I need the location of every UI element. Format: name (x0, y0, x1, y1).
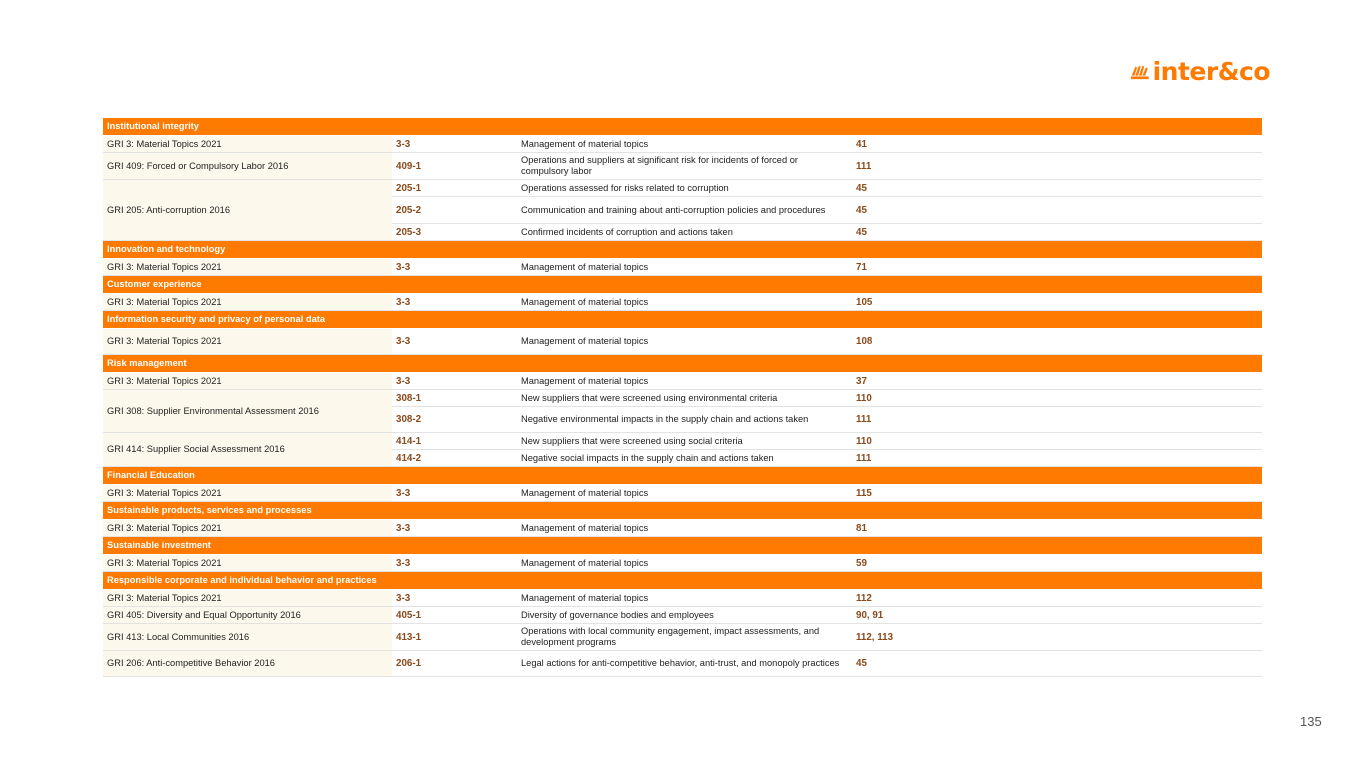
page-reference-cell: 110 (852, 390, 962, 407)
gri-standard-cell: GRI 206: Anti-competitive Behavior 2016 (103, 651, 392, 677)
section-title: Sustainable investment (103, 537, 1262, 555)
section-header-row (103, 537, 1262, 555)
page-reference-cell: 81 (852, 520, 962, 537)
disclosure-cell: 205-1 (392, 180, 517, 197)
spacer-cell (962, 180, 1262, 197)
page-reference-cell: 111 (852, 407, 962, 433)
page-number: 135 (1300, 714, 1322, 729)
gri-standard-cell: GRI 405: Diversity and Equal Opportunity 2016 (103, 607, 392, 624)
page-reference-cell: 37 (852, 373, 962, 390)
gri-standard-cell: GRI 413: Local Communities 2016 (103, 624, 392, 651)
gri-standard-cell: GRI 3: Material Topics 2021 (103, 485, 392, 502)
spacer-cell (962, 136, 1262, 153)
disclosure-cell: 205-3 (392, 224, 517, 241)
spacer-cell (962, 390, 1262, 407)
gri-standard-cell: GRI 3: Material Topics 2021 (103, 136, 392, 153)
description-cell: Management of material topics (517, 259, 852, 276)
gri-standard-cell: GRI 3: Material Topics 2021 (103, 373, 392, 390)
table-row (103, 485, 1262, 502)
disclosure-cell: 3-3 (392, 485, 517, 502)
description-cell: Confirmed incidents of corruption and actions taken (517, 224, 852, 241)
disclosure-cell: 3-3 (392, 520, 517, 537)
disclosure-cell: 205-2 (392, 197, 517, 224)
gri-standard-cell: GRI 3: Material Topics 2021 (103, 590, 392, 607)
table-row (103, 294, 1262, 311)
logo-wordmark: inter&co (1152, 57, 1270, 86)
description-cell: Operations with local community engagement, impact assessments, and development programs (517, 624, 852, 651)
description-cell: Management of material topics (517, 485, 852, 502)
spacer-cell (962, 651, 1262, 677)
page-reference-cell: 108 (852, 329, 962, 355)
disclosure-cell: 3-3 (392, 294, 517, 311)
spacer-cell (962, 329, 1262, 355)
section-header-row (103, 311, 1262, 329)
description-cell: Negative social impacts in the supply chain and actions taken (517, 450, 852, 467)
section-title: Financial Education (103, 467, 1262, 485)
description-cell: Negative environmental impacts in the supply chain and actions taken (517, 407, 852, 433)
gri-standard-cell: GRI 409: Forced or Compulsory Labor 2016 (103, 153, 392, 180)
disclosure-cell: 3-3 (392, 329, 517, 355)
section-title: Sustainable products, services and processes (103, 502, 1262, 520)
page-reference-cell: 111 (852, 450, 962, 467)
spacer-cell (962, 294, 1262, 311)
table-row (103, 373, 1262, 390)
table-row (103, 390, 1262, 407)
disclosure-cell: 414-2 (392, 450, 517, 467)
disclosure-cell: 3-3 (392, 136, 517, 153)
spacer-cell (962, 153, 1262, 180)
page-reference-cell: 105 (852, 294, 962, 311)
table-row (103, 136, 1262, 153)
section-header-row (103, 502, 1262, 520)
table-row (103, 555, 1262, 572)
page-reference-cell: 45 (852, 197, 962, 224)
table-row (103, 590, 1262, 607)
description-cell: New suppliers that were screened using social criteria (517, 433, 852, 450)
spacer-cell (962, 373, 1262, 390)
gri-standard-cell: GRI 3: Material Topics 2021 (103, 520, 392, 537)
description-cell: Legal actions for anti-competitive behavior, anti-trust, and monopoly practices (517, 651, 852, 677)
gri-standard-cell: GRI 414: Supplier Social Assessment 2016 (103, 433, 392, 467)
description-cell: New suppliers that were screened using environmental criteria (517, 390, 852, 407)
page-reference-cell: 45 (852, 651, 962, 677)
disclosure-cell: 3-3 (392, 373, 517, 390)
disclosure-cell: 206-1 (392, 651, 517, 677)
description-cell: Management of material topics (517, 294, 852, 311)
table-row (103, 651, 1262, 677)
description-cell: Communication and training about anti-corruption policies and procedures (517, 197, 852, 224)
page-reference-cell: 45 (852, 224, 962, 241)
table-row (103, 259, 1262, 276)
table-row (103, 433, 1262, 450)
disclosure-cell: 414-1 (392, 433, 517, 450)
page-reference-cell: 111 (852, 153, 962, 180)
disclosure-cell: 405-1 (392, 607, 517, 624)
section-header-row (103, 572, 1262, 590)
disclosure-cell: 3-3 (392, 590, 517, 607)
page-reference-cell: 59 (852, 555, 962, 572)
description-cell: Operations and suppliers at significant risk for incidents of forced or compulsory labor (517, 153, 852, 180)
gri-standard-cell: GRI 3: Material Topics 2021 (103, 259, 392, 276)
description-cell: Management of material topics (517, 520, 852, 537)
spacer-cell (962, 433, 1262, 450)
section-title: Risk management (103, 355, 1262, 373)
gri-standard-cell: GRI 3: Material Topics 2021 (103, 329, 392, 355)
description-cell: Management of material topics (517, 590, 852, 607)
page-reference-cell: 90, 91 (852, 607, 962, 624)
gri-content-index-table (103, 118, 1262, 677)
page-reference-cell: 45 (852, 180, 962, 197)
description-cell: Management of material topics (517, 555, 852, 572)
disclosure-cell: 3-3 (392, 259, 517, 276)
spacer-cell (962, 259, 1262, 276)
spacer-cell (962, 407, 1262, 433)
spacer-cell (962, 624, 1262, 651)
spacer-cell (962, 197, 1262, 224)
section-header-row (103, 276, 1262, 294)
section-header-row (103, 467, 1262, 485)
section-title: Information security and privacy of personal data (103, 311, 1262, 329)
table-row (103, 329, 1262, 355)
page-reference-cell: 115 (852, 485, 962, 502)
description-cell: Management of material topics (517, 373, 852, 390)
disclosure-cell: 3-3 (392, 555, 517, 572)
spacer-cell (962, 607, 1262, 624)
section-title: Customer experience (103, 276, 1262, 294)
table-row (103, 153, 1262, 180)
gri-standard-cell: GRI 308: Supplier Environmental Assessment 2016 (103, 390, 392, 433)
spacer-cell (962, 224, 1262, 241)
description-cell: Diversity of governance bodies and employees (517, 607, 852, 624)
page-reference-cell: 41 (852, 136, 962, 153)
disclosure-cell: 308-1 (392, 390, 517, 407)
page-reference-cell: 110 (852, 433, 962, 450)
table-row (103, 607, 1262, 624)
page-reference-cell: 112 (852, 590, 962, 607)
page-reference-cell: 112, 113 (852, 624, 962, 651)
section-title: Institutional integrity (103, 118, 1262, 136)
spacer-cell (962, 485, 1262, 502)
section-title: Responsible corporate and individual behavior and practices (103, 572, 1262, 590)
company-logo (1130, 58, 1270, 86)
gri-standard-cell: GRI 205: Anti-corruption 2016 (103, 180, 392, 241)
section-header-row (103, 355, 1262, 373)
section-header-row (103, 241, 1262, 259)
table-row (103, 520, 1262, 537)
description-cell: Management of material topics (517, 136, 852, 153)
section-title: Innovation and technology (103, 241, 1262, 259)
table-row (103, 624, 1262, 651)
description-cell: Management of material topics (517, 329, 852, 355)
description-cell: Operations assessed for risks related to corruption (517, 180, 852, 197)
disclosure-cell: 409-1 (392, 153, 517, 180)
disclosure-cell: 413-1 (392, 624, 517, 651)
spacer-cell (962, 450, 1262, 467)
gri-standard-cell: GRI 3: Material Topics 2021 (103, 294, 392, 311)
gri-standard-cell: GRI 3: Material Topics 2021 (103, 555, 392, 572)
section-header-row (103, 118, 1262, 136)
page-reference-cell: 71 (852, 259, 962, 276)
logo-sunburst-icon (1130, 64, 1150, 80)
disclosure-cell: 308-2 (392, 407, 517, 433)
spacer-cell (962, 520, 1262, 537)
table-row (103, 180, 1262, 197)
spacer-cell (962, 590, 1262, 607)
spacer-cell (962, 555, 1262, 572)
